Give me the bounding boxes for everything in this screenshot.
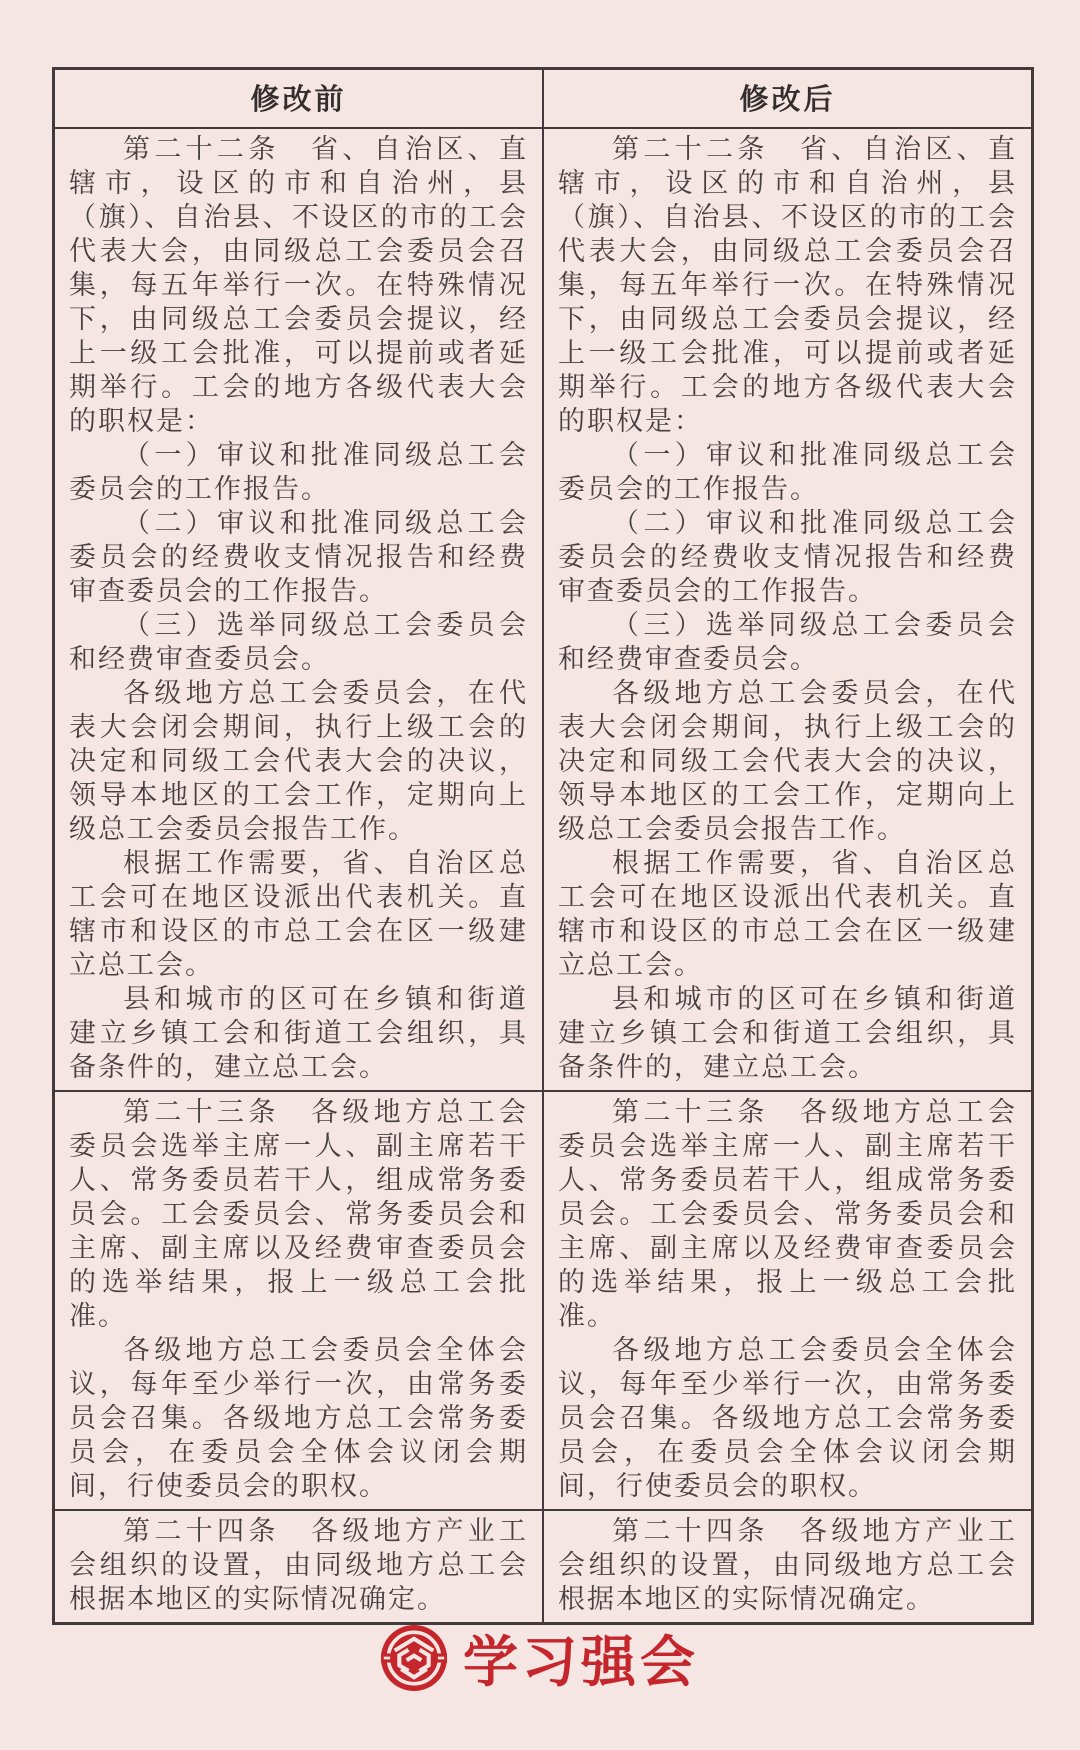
- paragraph: 根据工作需要，省、自治区总工会可在地区设派出代表机关。直辖市和设区的市总工会在区一级建立总工会。: [69, 848, 528, 980]
- column-header-before: 修改前: [54, 69, 544, 129]
- paragraph: （一）审议和批准同级总工会委员会的工作报告。: [558, 440, 1017, 504]
- cell-article-24-before: [54, 1510, 544, 1624]
- paragraph: （三）选举同级总工会委员会和经费审查委员会。: [558, 610, 1017, 674]
- paragraph: （一）审议和批准同级总工会委员会的工作报告。: [69, 440, 528, 504]
- paragraph: 第二十二条 省、自治区、直辖市，设区的市和自治州，县（旗）、自治县、不设区的市的工会代表大会，由同级总工会委员会召集，每五年举行一次。在特殊情况下，由同级总工会委员会提议，经上一级工会批准，可以提前或者延期举行。工会的地方各级代表大会的职权是：: [558, 134, 1017, 436]
- paragraph: 各级地方总工会委员会全体会议，每年至少举行一次，由常务委员会召集。各级地方总工会常务委员会，在委员会全体会议闭会期间，行使委员会的职权。: [558, 1335, 1017, 1501]
- paragraph: 根据工作需要，省、自治区总工会可在地区设派出代表机关。直辖市和设区的市总工会在区一级建立总工会。: [558, 848, 1017, 980]
- header-row: [54, 69, 1033, 129]
- comparison-table: [52, 67, 1034, 1625]
- paragraph: 第二十四条 各级地方产业工会组织的设置，由同级地方总工会根据本地区的实际情况确定。: [558, 1516, 1017, 1614]
- paragraph: 各级地方总工会委员会，在代表大会闭会期间，执行上级工会的决定和同级工会代表大会的决议，领导本地区的工会工作，定期向上级总工会委员会报告工作。: [69, 678, 528, 844]
- column-header-after: 修改后: [543, 69, 1033, 129]
- cell-article-22-before: [54, 128, 544, 1091]
- paragraph: 各级地方总工会委员会，在代表大会闭会期间，执行上级工会的决定和同级工会代表大会的决议，领导本地区的工会工作，定期向上级总工会委员会报告工作。: [558, 678, 1017, 844]
- table-row-article-24: [54, 1510, 1033, 1624]
- brand-name: 学习强会: [462, 1631, 699, 1693]
- paragraph: （二）审议和批准同级总工会委员会的经费收支情况报告和经费审查委员会的工作报告。: [69, 508, 528, 606]
- paragraph: 县和城市的区可在乡镇和街道建立乡镇工会和街道工会组织，具备条件的，建立总工会。: [69, 984, 528, 1082]
- table-row-article-22: [54, 128, 1033, 1091]
- paragraph: 各级地方总工会委员会全体会议，每年至少举行一次，由常务委员会召集。各级地方总工会常务委员会，在委员会全体会议闭会期间，行使委员会的职权。: [69, 1335, 528, 1501]
- table-row-article-23: [54, 1091, 1033, 1510]
- paragraph: （二）审议和批准同级总工会委员会的经费收支情况报告和经费审查委员会的工作报告。: [558, 508, 1017, 606]
- footer-brand: [0, 1618, 1080, 1697]
- cell-article-23-after: [543, 1091, 1033, 1510]
- paragraph: 第二十二条 省、自治区、直辖市，设区的市和自治州，县（旗）、自治县、不设区的市的工会代表大会，由同级总工会委员会召集，每五年举行一次。在特殊情况下，由同级总工会委员会提议，经上一级工会批准，可以提前或者延期举行。工会的地方各级代表大会的职权是：: [69, 134, 528, 436]
- union-emblem-icon: [381, 1625, 447, 1691]
- paragraph: 第二十三条 各级地方总工会委员会选举主席一人、副主席若干人、常务委员若干人，组成常务委员会。工会委员会、常务委员会和主席、副主席以及经费审查委员会的选举结果，报上一级总工会批准。: [558, 1097, 1017, 1331]
- paragraph: 县和城市的区可在乡镇和街道建立乡镇工会和街道工会组织，具备条件的，建立总工会。: [558, 984, 1017, 1082]
- cell-article-23-before: [54, 1091, 544, 1510]
- cell-article-22-after: [543, 128, 1033, 1091]
- paragraph: 第二十三条 各级地方总工会委员会选举主席一人、副主席若干人、常务委员若干人，组成常务委员会。工会委员会、常务委员会和主席、副主席以及经费审查委员会的选举结果，报上一级总工会批准。: [69, 1097, 528, 1331]
- cell-article-24-after: [543, 1510, 1033, 1624]
- comparison-table-wrap: [52, 67, 1034, 1625]
- paragraph: 第二十四条 各级地方产业工会组织的设置，由同级地方总工会根据本地区的实际情况确定。: [69, 1516, 528, 1614]
- paragraph: （三）选举同级总工会委员会和经费审查委员会。: [69, 610, 528, 674]
